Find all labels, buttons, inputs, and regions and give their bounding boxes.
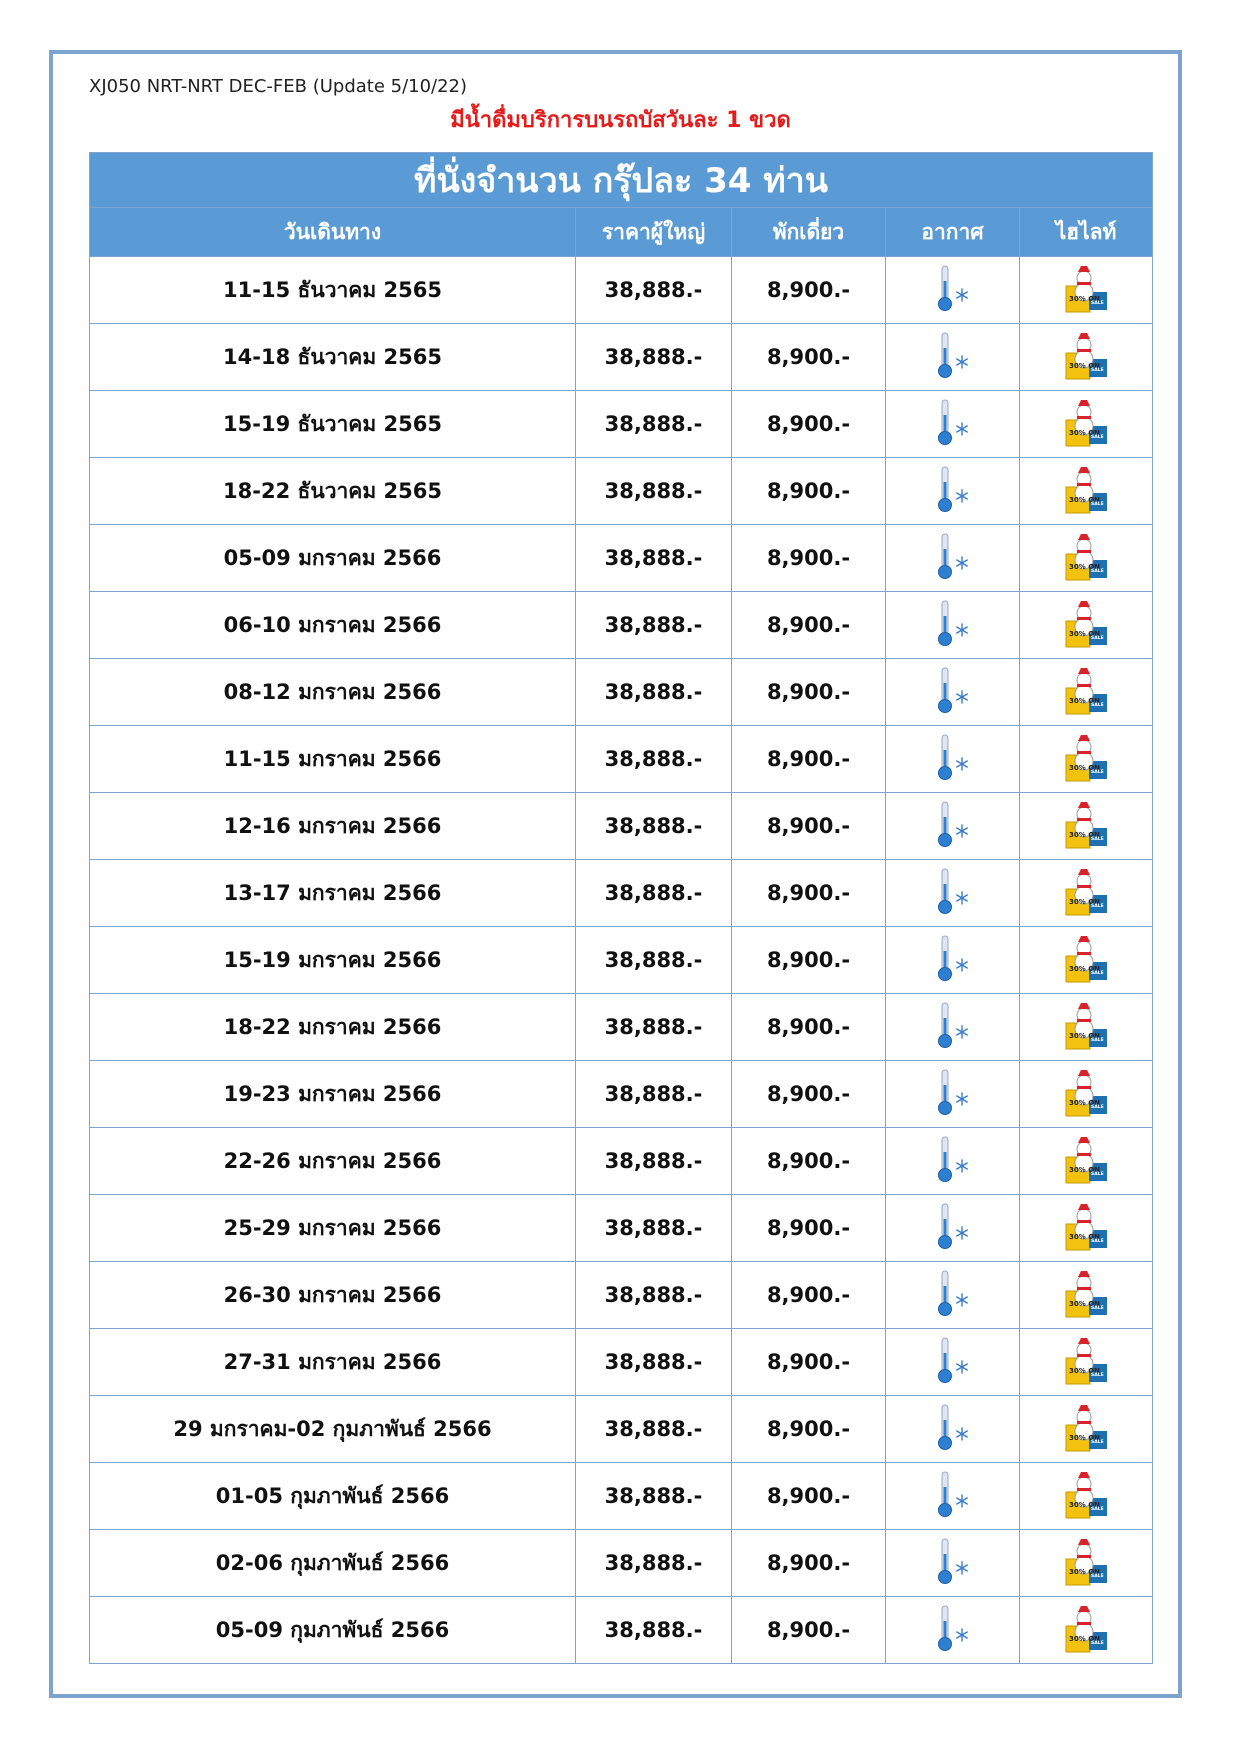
svg-text:SALE: SALE (1091, 1640, 1104, 1646)
svg-text:SALE: SALE (1091, 635, 1104, 641)
travel-date: 27-31 มกราคม 2566 (90, 1329, 576, 1396)
adult-price: 38,888.- (576, 927, 732, 994)
highlight-cell (1020, 1530, 1153, 1597)
travel-date: 25-29 มกราคม 2566 (90, 1195, 576, 1262)
snowman-sale-badge-icon (1060, 1066, 1112, 1123)
adult-price: 38,888.- (576, 1396, 732, 1463)
travel-date: 12-16 มกราคม 2566 (90, 793, 576, 860)
single-supplement: 8,900.- (732, 1597, 886, 1664)
travel-date: 22-26 มกราคม 2566 (90, 1128, 576, 1195)
thermometer-snow-icon (935, 732, 971, 787)
thermometer-snow-icon (935, 1469, 971, 1524)
svg-text:30% ON: 30% ON (1069, 1567, 1101, 1576)
thermometer-snow-icon (935, 665, 971, 720)
single-supplement: 8,900.- (732, 726, 886, 793)
highlight-cell (1020, 726, 1153, 793)
travel-date: 01-05 กุมภาพันธ์ 2566 (90, 1463, 576, 1530)
svg-text:30% ON: 30% ON (1069, 897, 1101, 906)
snowman-sale-badge-icon (1060, 798, 1112, 855)
tour-code: XJ050 NRT-NRT DEC-FEB (Update 5/10/22) (89, 76, 468, 97)
single-supplement: 8,900.- (732, 592, 886, 659)
header-weather: อากาศ (886, 208, 1020, 257)
single-supplement: 8,900.- (732, 1195, 886, 1262)
single-supplement: 8,900.- (732, 1463, 886, 1530)
adult-price: 38,888.- (576, 860, 732, 927)
single-supplement: 8,900.- (732, 659, 886, 726)
travel-date: 02-06 กุมภาพันธ์ 2566 (90, 1530, 576, 1597)
travel-date: 11-15 ธันวาคม 2565 (90, 257, 576, 324)
adult-price: 38,888.- (576, 525, 732, 592)
table-row (90, 324, 1153, 391)
table-row (90, 726, 1153, 793)
single-supplement: 8,900.- (732, 994, 886, 1061)
single-supplement: 8,900.- (732, 927, 886, 994)
table-row (90, 1195, 1153, 1262)
thermometer-snow-icon (935, 1268, 971, 1323)
weather-cell (886, 860, 1020, 927)
thermometer-snow-icon (935, 866, 971, 921)
thermometer-snow-icon (935, 1536, 971, 1591)
thermometer-snow-icon (935, 531, 971, 586)
travel-date: 15-19 ธันวาคม 2565 (90, 391, 576, 458)
highlight-cell (1020, 1463, 1153, 1530)
snowman-sale-badge-icon (1060, 664, 1112, 721)
table-row (90, 1530, 1153, 1597)
single-supplement: 8,900.- (732, 793, 886, 860)
header-adult-price: ราคาผู้ใหญ่ (576, 208, 732, 257)
travel-date: 26-30 มกราคม 2566 (90, 1262, 576, 1329)
thermometer-snow-icon (935, 1603, 971, 1658)
snowman-sale-badge-icon (1060, 731, 1112, 788)
single-supplement: 8,900.- (732, 324, 886, 391)
weather-cell (886, 1329, 1020, 1396)
svg-text:30% ON: 30% ON (1069, 1500, 1101, 1509)
single-supplement: 8,900.- (732, 860, 886, 927)
adult-price: 38,888.- (576, 659, 732, 726)
adult-price: 38,888.- (576, 1463, 732, 1530)
svg-text:30% ON: 30% ON (1069, 1634, 1101, 1643)
weather-cell (886, 458, 1020, 525)
adult-price: 38,888.- (576, 1597, 732, 1664)
snowman-sale-badge-icon (1060, 932, 1112, 989)
highlight-cell (1020, 458, 1153, 525)
travel-date: 06-10 มกราคม 2566 (90, 592, 576, 659)
thermometer-snow-icon (935, 1134, 971, 1189)
thermometer-snow-icon (935, 330, 971, 385)
table-row (90, 927, 1153, 994)
svg-text:30% ON: 30% ON (1069, 495, 1101, 504)
adult-price: 38,888.- (576, 458, 732, 525)
svg-text:SALE: SALE (1091, 1372, 1104, 1378)
adult-price: 38,888.- (576, 391, 732, 458)
svg-text:SALE: SALE (1091, 1506, 1104, 1512)
adult-price: 38,888.- (576, 324, 732, 391)
svg-text:30% ON: 30% ON (1069, 1299, 1101, 1308)
svg-text:SALE: SALE (1091, 434, 1104, 440)
snowman-sale-badge-icon (1060, 1602, 1112, 1659)
adult-price: 38,888.- (576, 994, 732, 1061)
travel-date: 11-15 มกราคม 2566 (90, 726, 576, 793)
table-row (90, 525, 1153, 592)
svg-text:SALE: SALE (1091, 1171, 1104, 1177)
highlight-cell (1020, 1396, 1153, 1463)
svg-text:SALE: SALE (1091, 970, 1104, 976)
adult-price: 38,888.- (576, 257, 732, 324)
highlight-cell (1020, 994, 1153, 1061)
svg-text:SALE: SALE (1091, 501, 1104, 507)
snowman-sale-badge-icon (1060, 999, 1112, 1056)
travel-date: 05-09 มกราคม 2566 (90, 525, 576, 592)
highlight-cell (1020, 1128, 1153, 1195)
highlight-cell (1020, 592, 1153, 659)
svg-text:30% ON: 30% ON (1069, 1433, 1101, 1442)
svg-text:30% ON: 30% ON (1069, 294, 1101, 303)
snowman-sale-badge-icon (1060, 1401, 1112, 1458)
travel-date: 13-17 มกราคม 2566 (90, 860, 576, 927)
svg-text:SALE: SALE (1091, 1037, 1104, 1043)
svg-text:SALE: SALE (1091, 1305, 1104, 1311)
snowman-sale-badge-icon (1060, 329, 1112, 386)
svg-text:SALE: SALE (1091, 702, 1104, 708)
adult-price: 38,888.- (576, 793, 732, 860)
svg-text:30% ON: 30% ON (1069, 629, 1101, 638)
svg-text:30% ON: 30% ON (1069, 1232, 1101, 1241)
travel-date: 29 มกราคม-02 กุมภาพันธ์ 2566 (90, 1396, 576, 1463)
snowman-sale-badge-icon (1060, 1267, 1112, 1324)
highlight-cell (1020, 1195, 1153, 1262)
thermometer-snow-icon (935, 598, 971, 653)
highlight-cell (1020, 860, 1153, 927)
highlight-cell (1020, 1329, 1153, 1396)
travel-date: 08-12 มกราคม 2566 (90, 659, 576, 726)
header-date: วันเดินทาง (90, 208, 576, 257)
adult-price: 38,888.- (576, 592, 732, 659)
adult-price: 38,888.- (576, 1262, 732, 1329)
single-supplement: 8,900.- (732, 257, 886, 324)
thermometer-snow-icon (935, 263, 971, 318)
travel-date: 15-19 มกราคม 2566 (90, 927, 576, 994)
table-row (90, 1329, 1153, 1396)
table-row (90, 793, 1153, 860)
svg-text:30% ON: 30% ON (1069, 1098, 1101, 1107)
adult-price: 38,888.- (576, 1329, 732, 1396)
adult-price: 38,888.- (576, 1195, 732, 1262)
weather-cell (886, 525, 1020, 592)
table-row (90, 1128, 1153, 1195)
snowman-sale-badge-icon (1060, 530, 1112, 587)
svg-text:30% ON: 30% ON (1069, 1031, 1101, 1040)
weather-cell (886, 257, 1020, 324)
table-row (90, 458, 1153, 525)
table-row (90, 1396, 1153, 1463)
thermometer-snow-icon (935, 1000, 971, 1055)
highlight-cell (1020, 1061, 1153, 1128)
thermometer-snow-icon (935, 1201, 971, 1256)
highlight-cell (1020, 324, 1153, 391)
svg-text:SALE: SALE (1091, 836, 1104, 842)
highlight-cell (1020, 1262, 1153, 1329)
table-title: ที่นั่งจำนวน กรุ๊ปละ 34 ท่าน (90, 153, 1153, 208)
weather-cell (886, 1195, 1020, 1262)
adult-price: 38,888.- (576, 1530, 732, 1597)
snowman-sale-badge-icon (1060, 1535, 1112, 1592)
snowman-sale-badge-icon (1060, 262, 1112, 319)
snowman-sale-badge-icon (1060, 1133, 1112, 1190)
table-row (90, 1463, 1153, 1530)
highlight-cell (1020, 257, 1153, 324)
table-row (90, 860, 1153, 927)
price-table (89, 152, 1153, 1664)
svg-text:SALE: SALE (1091, 769, 1104, 775)
weather-cell (886, 793, 1020, 860)
snowman-sale-badge-icon (1060, 396, 1112, 453)
thermometer-snow-icon (935, 464, 971, 519)
weather-cell (886, 1396, 1020, 1463)
single-supplement: 8,900.- (732, 1530, 886, 1597)
highlight-cell (1020, 659, 1153, 726)
snowman-sale-badge-icon (1060, 865, 1112, 922)
svg-text:SALE: SALE (1091, 1104, 1104, 1110)
single-supplement: 8,900.- (732, 391, 886, 458)
weather-cell (886, 994, 1020, 1061)
travel-date: 05-09 กุมภาพันธ์ 2566 (90, 1597, 576, 1664)
snowman-sale-badge-icon (1060, 597, 1112, 654)
svg-text:30% ON: 30% ON (1069, 763, 1101, 772)
svg-text:30% ON: 30% ON (1069, 1165, 1101, 1174)
weather-cell (886, 592, 1020, 659)
header-single-room: พักเดี่ยว (732, 208, 886, 257)
thermometer-snow-icon (935, 1335, 971, 1390)
highlight-cell (1020, 927, 1153, 994)
thermometer-snow-icon (935, 1067, 971, 1122)
svg-text:30% ON: 30% ON (1069, 964, 1101, 973)
table-row (90, 1262, 1153, 1329)
thermometer-snow-icon (935, 799, 971, 854)
svg-text:SALE: SALE (1091, 1573, 1104, 1579)
snowman-sale-badge-icon (1060, 1200, 1112, 1257)
svg-text:30% ON: 30% ON (1069, 361, 1101, 370)
table-row (90, 391, 1153, 458)
single-supplement: 8,900.- (732, 1061, 886, 1128)
single-supplement: 8,900.- (732, 525, 886, 592)
svg-text:SALE: SALE (1091, 300, 1104, 306)
adult-price: 38,888.- (576, 726, 732, 793)
table-row (90, 1597, 1153, 1664)
svg-text:SALE: SALE (1091, 1238, 1104, 1244)
travel-date: 19-23 มกราคม 2566 (90, 1061, 576, 1128)
weather-cell (886, 324, 1020, 391)
single-supplement: 8,900.- (732, 1262, 886, 1329)
weather-cell (886, 1061, 1020, 1128)
water-note: มีน้ำดื่มบริการบนรถบัสวันละ 1 ขวด (450, 108, 791, 133)
weather-cell (886, 659, 1020, 726)
travel-date: 14-18 ธันวาคม 2565 (90, 324, 576, 391)
weather-cell (886, 1530, 1020, 1597)
table-row (90, 257, 1153, 324)
snowman-sale-badge-icon (1060, 1468, 1112, 1525)
weather-cell (886, 927, 1020, 994)
travel-date: 18-22 มกราคม 2566 (90, 994, 576, 1061)
single-supplement: 8,900.- (732, 1329, 886, 1396)
table-row (90, 994, 1153, 1061)
svg-text:SALE: SALE (1091, 568, 1104, 574)
svg-text:30% ON: 30% ON (1069, 696, 1101, 705)
highlight-cell (1020, 525, 1153, 592)
highlight-cell (1020, 793, 1153, 860)
svg-text:30% ON: 30% ON (1069, 1366, 1101, 1375)
table-row (90, 659, 1153, 726)
svg-text:30% ON: 30% ON (1069, 562, 1101, 571)
thermometer-snow-icon (935, 397, 971, 452)
snowman-sale-badge-icon (1060, 1334, 1112, 1391)
table-row (90, 592, 1153, 659)
svg-text:SALE: SALE (1091, 903, 1104, 909)
thermometer-snow-icon (935, 933, 971, 988)
snowman-sale-badge-icon (1060, 463, 1112, 520)
highlight-cell (1020, 1597, 1153, 1664)
weather-cell (886, 391, 1020, 458)
adult-price: 38,888.- (576, 1128, 732, 1195)
svg-text:SALE: SALE (1091, 1439, 1104, 1445)
svg-text:30% ON: 30% ON (1069, 428, 1101, 437)
single-supplement: 8,900.- (732, 1396, 886, 1463)
single-supplement: 8,900.- (732, 1128, 886, 1195)
weather-cell (886, 1463, 1020, 1530)
thermometer-snow-icon (935, 1402, 971, 1457)
weather-cell (886, 1262, 1020, 1329)
weather-cell (886, 1597, 1020, 1664)
weather-cell (886, 1128, 1020, 1195)
svg-text:SALE: SALE (1091, 367, 1104, 373)
svg-text:30% ON: 30% ON (1069, 830, 1101, 839)
table-row (90, 1061, 1153, 1128)
highlight-cell (1020, 391, 1153, 458)
header-highlight: ไฮไลท์ (1020, 208, 1153, 257)
weather-cell (886, 726, 1020, 793)
single-supplement: 8,900.- (732, 458, 886, 525)
adult-price: 38,888.- (576, 1061, 732, 1128)
travel-date: 18-22 ธันวาคม 2565 (90, 458, 576, 525)
